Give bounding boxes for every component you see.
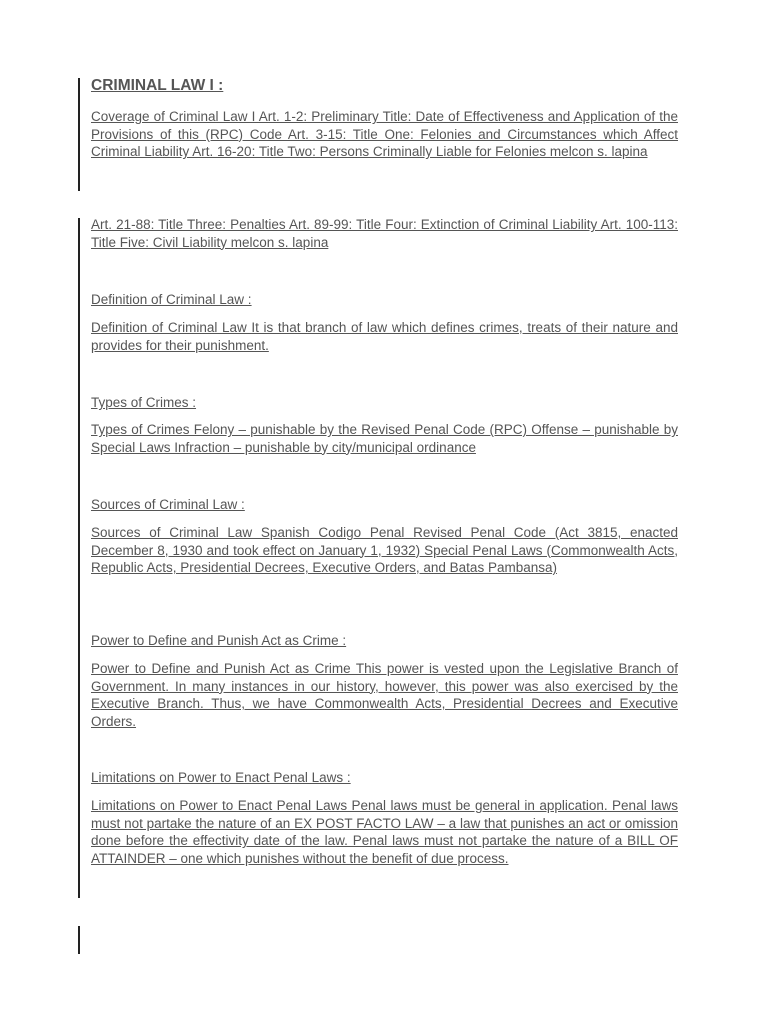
section-heading: Limitations on Power to Enact Penal Laws : [91,770,351,785]
paragraph-coverage: Coverage of Criminal Law I Art. 1-2: Preliminary Title: Date of Effectiveness and Application of the Provisions of this (RPC) Code Art. 3-15: Title One: Felonies and Circumstances which Affect Criminal Liability Art. 16-20: Title Two: Persons Criminally Liable for Felonies melcon s. lapina [91,109,678,160]
section-heading: Power to Define and Punish Act as Crime : [91,633,347,648]
section-heading: Sources of Criminal Law : [91,497,245,512]
paragraph-types: Types of Crimes Felony – punishable by the Revised Penal Code (RPC) Offense – punishable by Special Laws Infraction – punishable by city/municipal ordinance [91,422,678,455]
paragraph-titles: Art. 21-88: Title Three: Penalties Art. 89-99: Title Four: Extinction of Criminal Liability Art. 100-113: Title Five: Civil Liability melcon s. lapina [91,217,678,250]
paragraph-sources: Sources of Criminal Law Spanish Codigo Penal Revised Penal Code (Act 3815, enacted December 8, 1930 and took effect on January 1, 1932) Special Penal Laws (Commonwealth Acts, Republic Acts, Presidential Decrees, Executive Orders, and Batas Pambansa) [91,525,678,576]
margin-bar [78,78,80,191]
paragraph-limitations: Limitations on Power to Enact Penal Laws Penal laws must be general in application. Penal laws must not partake the nature of an EX POST FACTO LAW – a law that punishes an act or omission done before the effectivity date of the law. Penal laws must not partake the nature of a BILL OF ATTAINDER – one which punishes without the benefit of due process. [91,798,678,866]
section-heading: Types of Crimes : [91,395,197,410]
margin-bar [78,218,80,898]
paragraph-power: Power to Define and Punish Act as Crime This power is vested upon the Legislative Branch of Government. In many instances in our history, however, this power was also exercised by the Executive Branch. Thus, we have Commonwealth Acts, Presidential Decrees and Executive Orders. [91,661,678,729]
document-title: CRIMINAL LAW I : [91,77,224,94]
section-heading: Definition of Criminal Law : [91,292,252,307]
margin-bar [78,926,80,954]
paragraph-definition: Definition of Criminal Law It is that branch of law which defines crimes, treats of their nature and provides for their punishment. [91,320,678,353]
